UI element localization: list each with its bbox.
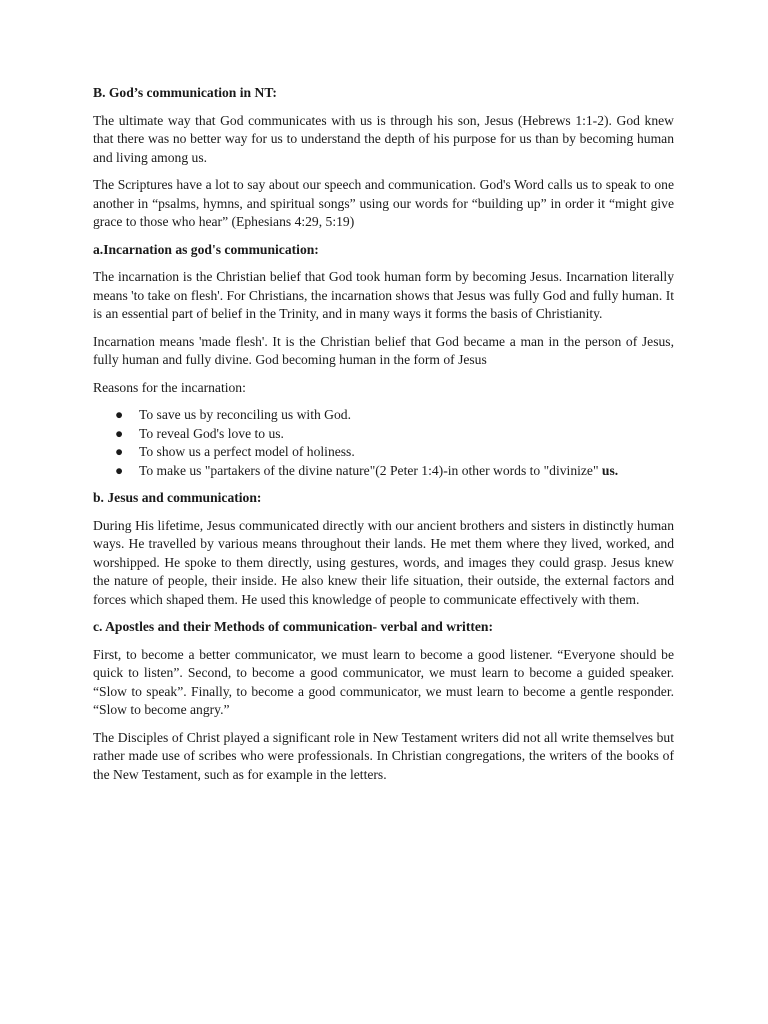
list-item-text: To reveal God's love to us. [139,425,284,441]
section-heading-incarnation: a.Incarnation as god's communication: [93,241,319,257]
document-page [93,84,674,793]
paragraph: The ultimate way that God communicates with us is through his son, Jesus (Hebrews 1:1-2). God knew that there was no better way for us to understand the depth of his purpose for us than by becoming human and living among us. [93,112,674,165]
bullet-icon: ● [115,444,124,459]
bullet-icon: ● [115,462,124,478]
reasons-list [93,406,674,480]
list-item-text: To save us by reconciling us with God. [139,407,351,422]
list-item-bold-tail: us. [601,462,619,478]
list-item [93,425,674,444]
section-heading-apostles: c. Apostles and their Methods of communication- verbal and written: [93,619,493,634]
paragraph: During His lifetime, Jesus communicated directly with our ancient brothers and sisters in distinctly human ways. He travelled by various means throughout their lands. He met them where they lived, worked, and worshipped. He spoke to them directly, using gestures, words, and images they could grasp. Jesus knew the nature of people, their inside. He also knew their life situation, their outside, the external factors and forces which shaped them. He used this knowledge of people to communicate effectively with them. [93,517,674,607]
section-heading-jesus-communication: b. Jesus and communication: [93,490,262,505]
paragraph: The Scriptures have a lot to say about our speech and communication. God's Word calls us to speak to one another in “psalms, hymns, and spiritual songs” using our words for “building up” in order it “might give grace to those who hear” (Ephesians 4:29, 5:19) [93,177,674,229]
paragraph: Incarnation means 'made flesh'. It is the Christian belief that God became a man in the person of Jesus, fully human and fully divine. God becoming human in the form of Jesus [93,333,674,367]
list-item-text: To make us "partakers of the divine nature"(2 Peter 1:4)-in other words to "divinize" [139,462,599,478]
bullet-icon: ● [115,425,124,441]
section-heading-gods-communication: B. God’s communication in NT: [93,85,277,100]
paragraph: The incarnation is the Christian belief that God took human form by becoming Jesus. Incarnation literally means 'to take on flesh'. For Christians, the incarnation shows that Jesus was fully God and fully human. It is an essential part of belief in the Trinity, and in many ways it forms the basis of Christianity. [93,269,674,321]
list-item [93,406,674,425]
reasons-intro: Reasons for the incarnation: [93,379,246,395]
bullet-icon: ● [115,407,124,422]
paragraph: The Disciples of Christ played a significant role in New Testament writers did not all write themselves but rather made use of scribes who were professionals. In Christian congregations, the writers of the books of the New Testament, such as for example in the letters. [93,729,674,782]
list-item-text: To show us a perfect model of holiness. [139,444,355,459]
list-item [93,443,674,462]
list-item [93,462,674,481]
paragraph: First, to become a better communicator, we must learn to become a good listener. “Everyone should be quick to listen”. Second, to become a good communicator, we must learn to become a guided speaker. “Slow to speak”. Finally, to become a good communicator, we must learn to become a gentle responder. “Slow to become angry.” [93,646,674,717]
